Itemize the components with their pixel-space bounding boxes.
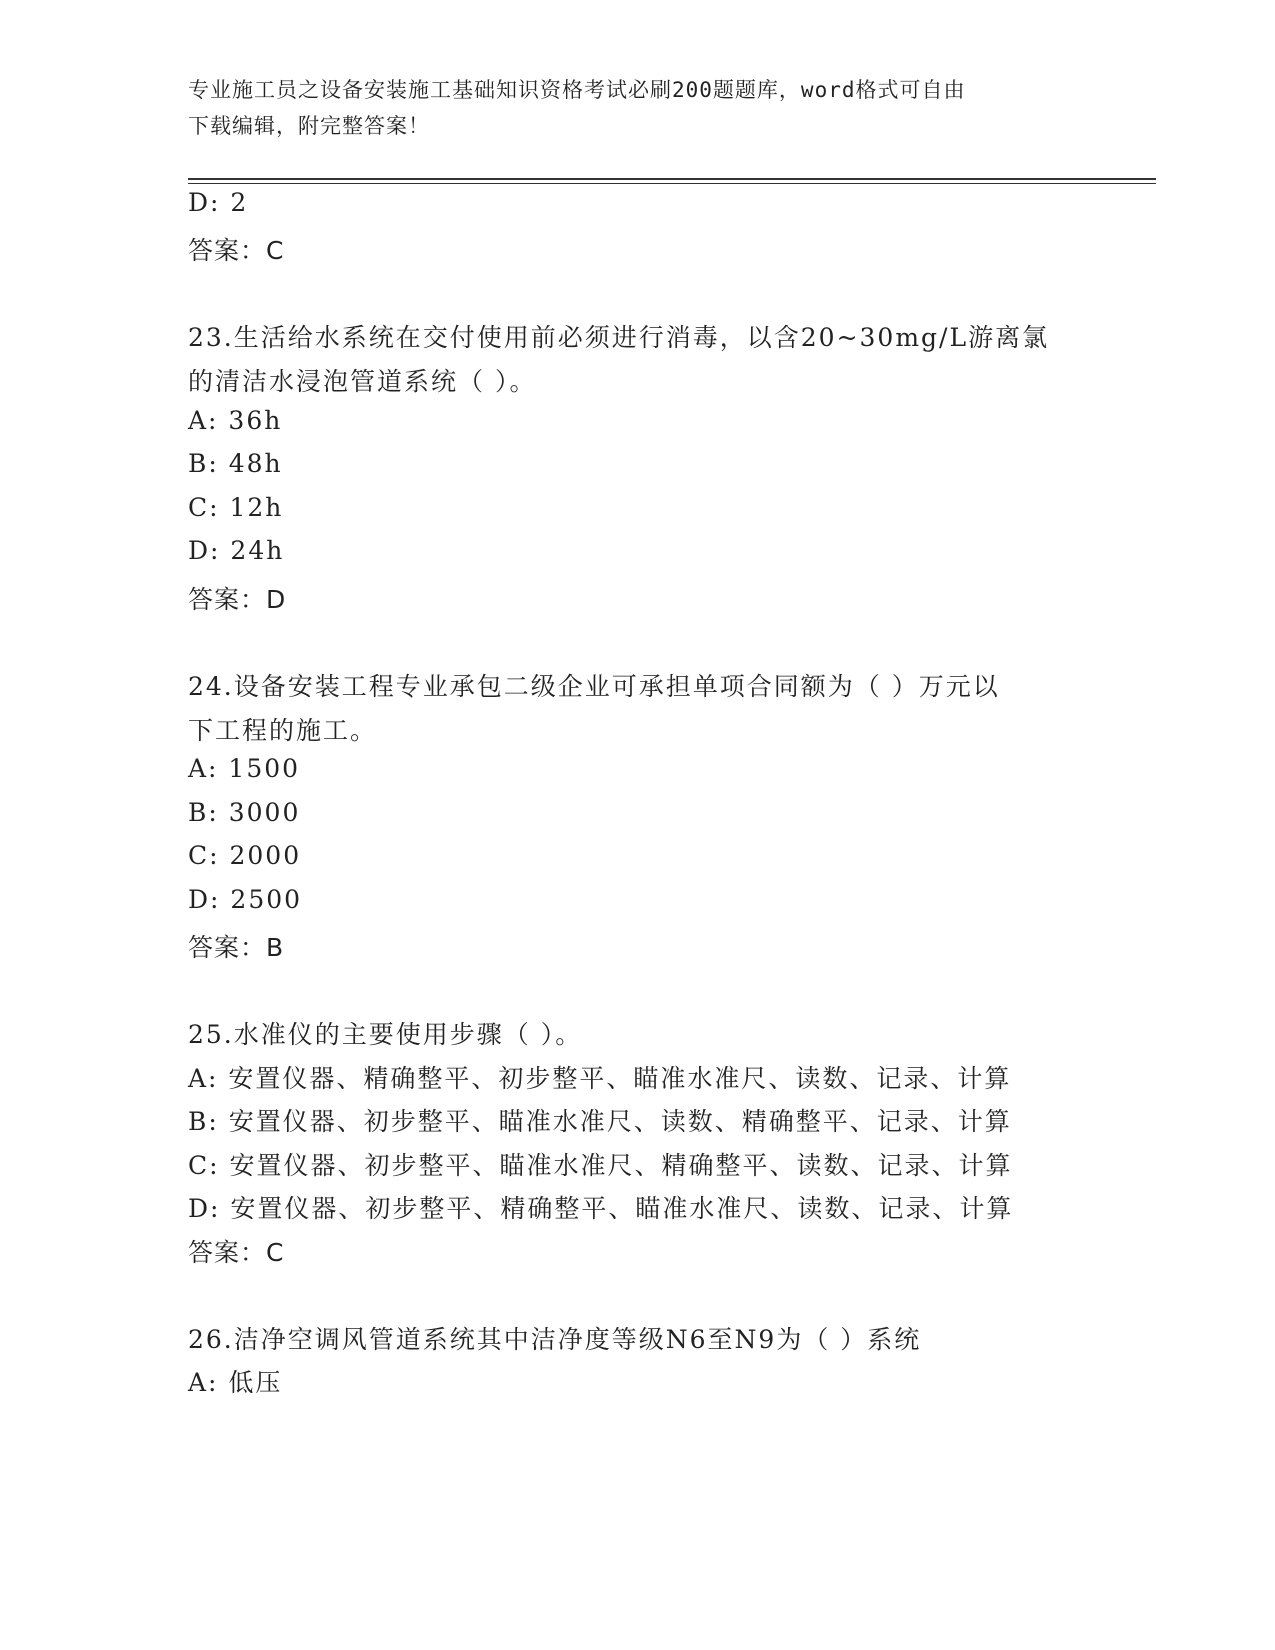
q23-option-c: C: 12h (188, 493, 284, 522)
q24-option-a: A: 1500 (188, 754, 301, 783)
q25-option-d: D: 安置仪器、初步整平、精确整平、瞄准水准尺、读数、记录、计算 (188, 1194, 1014, 1223)
q23-answer: 答案：D (188, 585, 287, 614)
q23-option-b: B: 48h (188, 449, 283, 478)
header-divider-thick (188, 178, 1156, 180)
q26-option-a: A: 低压 (188, 1368, 283, 1397)
q23-option-a: A: 36h (188, 406, 283, 435)
q25-option-c: C: 安置仪器、初步整平、瞄准水准尺、精确整平、读数、记录、计算 (188, 1151, 1013, 1180)
header-line-1: 专业施工员之设备安装施工基础知识资格考试必刷200题题库，word格式可自由 (188, 78, 966, 102)
q24-option-c: C: 2000 (188, 841, 302, 870)
q24-stem-line-2: 下工程的施工。 (188, 716, 378, 745)
header-line-2: 下载编辑，附完整答案！ (188, 114, 430, 138)
header-divider-thin (188, 183, 1156, 184)
q25-stem-line-1: 25.水准仪的主要使用步骤（ ）。 (188, 1020, 583, 1049)
q23-stem-line-1: 23.生活给水系统在交付使用前必须进行消毒，以含20~30mg/L游离氯 (188, 323, 1050, 352)
q25-option-b: B: 安置仪器、初步整平、瞄准水准尺、读数、精确整平、记录、计算 (188, 1107, 1012, 1136)
q25-answer: 答案：C (188, 1238, 285, 1267)
q24-stem-line-1: 24.设备安装工程专业承包二级企业可承担单项合同额为（ ）万元以 (188, 672, 1000, 701)
q24-answer: 答案：B (188, 933, 285, 962)
document-header (188, 72, 1068, 144)
q24-option-d: D: 2500 (188, 885, 303, 914)
prev-answer: 答案：C (188, 236, 285, 265)
q23-stem-line-2: 的清洁水浸泡管道系统（ ）。 (188, 367, 537, 396)
q24-option-b: B: 3000 (188, 798, 301, 827)
q23-option-d: D: 24h (188, 536, 285, 565)
q26-stem-line-1: 26.洁净空调风管道系统其中洁净度等级N6至N9为（ ）系统 (188, 1325, 922, 1354)
prev-option-d: D: 2 (188, 188, 249, 217)
q25-option-a: A: 安置仪器、精确整平、初步整平、瞄准水准尺、读数、记录、计算 (188, 1064, 1012, 1093)
